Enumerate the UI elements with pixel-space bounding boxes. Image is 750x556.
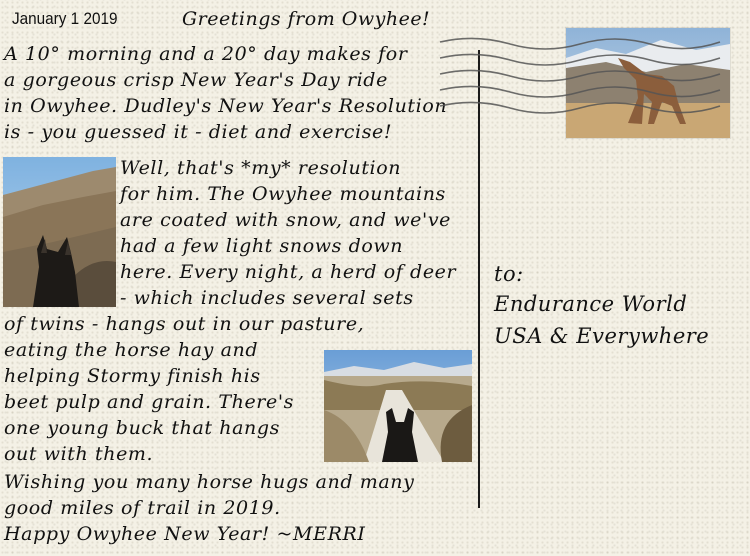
message-line: out with them. xyxy=(4,443,154,465)
postcard-greeting: Greetings from Owyhee! xyxy=(182,8,431,30)
message-line: beet pulp and grain. There's xyxy=(4,391,294,413)
message-line: a gorgeous crisp New Year's Day ride xyxy=(4,69,388,91)
address-recipient: Endurance World xyxy=(494,292,688,316)
postcard-date: January 1 2019 xyxy=(12,9,118,28)
postmark-cancellation-lines xyxy=(430,30,730,130)
message-line: of twins - hangs out in our pasture, xyxy=(4,313,365,335)
message-line: is - you guessed it - diet and exercise! xyxy=(4,121,393,143)
message-line: Well, that's *my* resolution xyxy=(120,157,402,179)
message-line: here. Every night, a herd of deer xyxy=(120,261,457,283)
message-line: A 10° morning and a 20° day makes for xyxy=(4,43,408,65)
message-line: one young buck that hangs xyxy=(4,417,280,439)
message-line: in Owyhee. Dudley's New Year's Resolution xyxy=(4,95,448,117)
horse-ears-snowy-trail-photo xyxy=(324,350,472,462)
message-line: Happy Owyhee New Year! ~MERRI xyxy=(4,523,366,545)
message-line: Wishing you many horse hugs and many xyxy=(4,471,415,493)
message-line: - which includes several sets xyxy=(120,287,414,309)
address-location: USA & Everywhere xyxy=(494,324,710,348)
address-to-label: to: xyxy=(494,262,524,286)
horse-ears-mountain-photo xyxy=(3,157,116,307)
message-line: for him. The Owyhee mountains xyxy=(120,183,446,205)
message-line: eating the horse hay and xyxy=(4,339,259,361)
message-line: had a few light snows down xyxy=(120,235,404,257)
message-line: are coated with snow, and we've xyxy=(120,209,452,231)
message-line: good miles of trail in 2019. xyxy=(4,497,281,519)
message-line: helping Stormy finish his xyxy=(4,365,261,387)
